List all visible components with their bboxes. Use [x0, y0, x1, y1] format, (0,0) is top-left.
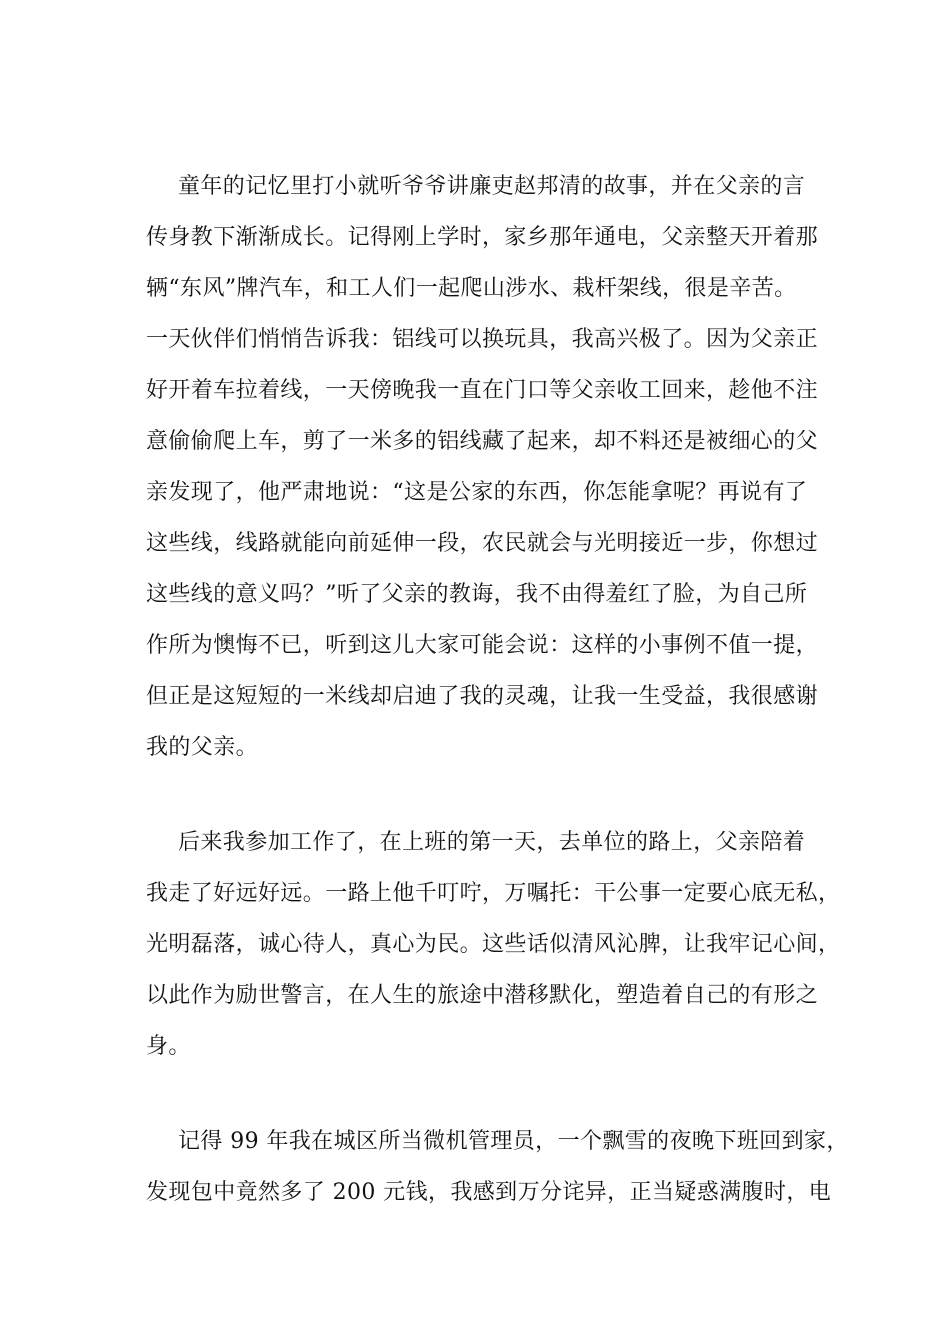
paragraph-line: 作所为懊悔不已，听到这儿大家可能会说：这样的小事例不值一提，: [146, 633, 819, 658]
paragraph-line: 记得 99 年我在城区所当微机管理员，一个飘雪的夜晚下班回到家，: [178, 1129, 849, 1154]
paragraph-line: 光明磊落，诚心待人，真心为民。这些话似清风沁脾，让我牢记心间，: [146, 932, 841, 957]
paragraph-line: 一天伙伴们悄悄告诉我：铝线可以换玩具，我高兴极了。因为父亲正: [146, 327, 819, 352]
paragraph-line: 意偷偷爬上车，剪了一米多的铝线藏了起来，却不料还是被细心的父: [146, 429, 819, 454]
paragraph-line: 我的父亲。: [146, 735, 259, 760]
paragraph-line: 以此作为励世警言，在人生的旅途中潜移默化，塑造着自己的有形之: [146, 983, 819, 1008]
paragraph-line: 辆“东风”牌汽车，和工人们一起爬山涉水、栽杆架线，很是辛苦。: [146, 276, 797, 301]
paragraph-line: 童年的记忆里打小就听爷爷讲廉吏赵邦清的故事，并在父亲的言: [178, 174, 806, 199]
paragraph-line: 后来我参加工作了，在上班的第一天，去单位的路上，父亲陪着: [178, 830, 806, 855]
paragraph-line: 发现包中竟然多了 200 元钱，我感到万分诧异，正当疑惑满腹时，电: [146, 1180, 832, 1205]
paragraph-line: 我走了好远好远。一路上他千叮咛，万嘱托：干公事一定要心底无私，: [146, 881, 841, 906]
paragraph-line: 身。: [146, 1034, 191, 1059]
paragraph-line: 传身教下渐渐成长。记得刚上学时，家乡那年通电，父亲整天开着那: [146, 225, 819, 250]
paragraph-line: 亲发现了，他严肃地说：“这是公家的东西，你怎能拿呢？再说有了: [146, 480, 808, 505]
paragraph-line: 这些线，线路就能向前延伸一段，农民就会与光明接近一步，你想过: [146, 531, 819, 556]
paragraph-line: 但正是这短短的一米线却启迪了我的灵魂，让我一生受益，我很感谢: [146, 684, 819, 709]
paragraph-line: 这些线的意义吗？”听了父亲的教诲，我不由得羞红了脸，为自己所: [146, 582, 808, 607]
paragraph-line: 好开着车拉着线，一天傍晚我一直在门口等父亲收工回来，趁他不注: [146, 378, 819, 403]
